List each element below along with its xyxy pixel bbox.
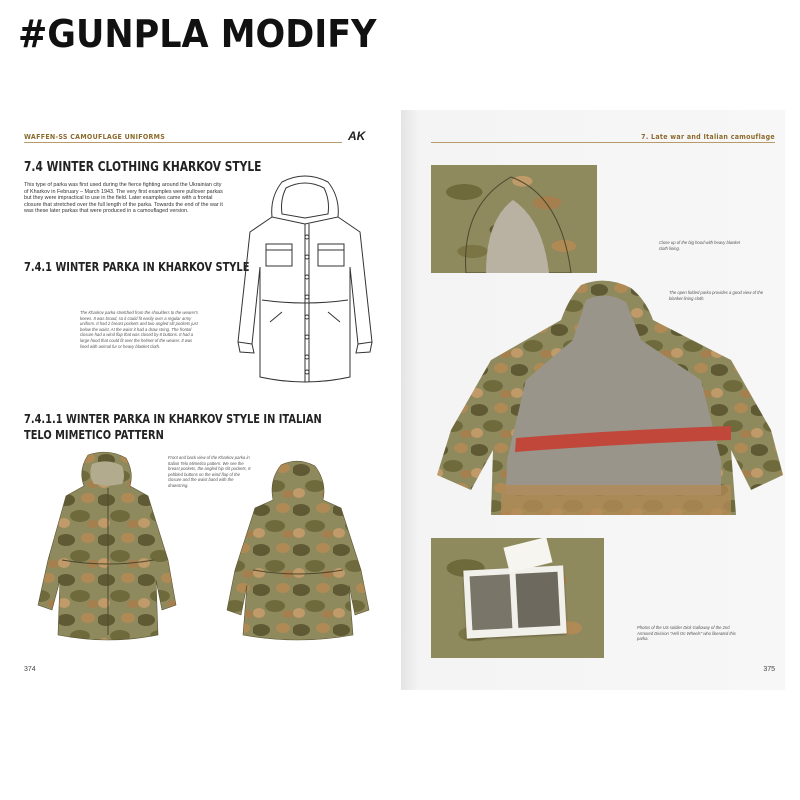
right-running-head: 7. Late war and Italian camouflage [641,133,775,141]
left-header-rule [24,142,342,143]
left-page-number: 374 [24,666,36,673]
drawing-caption: The Kharkov parka stretched from the shoulders to the wearer's knees. It was broad, so it could fit easily over a regular army uniform. It had 2 breast pockets and two angled slit pockets just below the waist. At the waist it had a draw string. The frontal closure had a wind flap that was closed by 8 buttons. It had a large hood that could fit over the helmet of the wearer. It was lined with animal fur or heavy blanket cloth. [80,310,199,349]
right-page [401,110,785,690]
ak-logo: AK [348,129,366,143]
right-page-number: 375 [763,666,775,673]
heading-7-4: 7.4 WINTER CLOTHING KHARKOV STYLE [24,160,262,175]
left-running-head: WAFFEN-SS CAMOUFLAGE UNIFORMS [24,133,166,141]
heading-7-4-1-1-line2: TELO MIMETICO PATTERN [24,428,164,442]
hood-closeup-photo [431,165,597,273]
parka-photos-caption: Front and back view of the Kharkov parka in Italian Telo Mimetico pattern. We see the breast pockets, the angled hip slit pockets, 8 pebbled buttons on the wind flap of the closure and the waist band with the drawstring. [168,455,251,488]
parka-back-photo [213,460,383,645]
photo-print-right [516,572,561,628]
right-header-rule [431,142,775,143]
left-page [18,110,401,690]
photo-album [463,565,566,638]
intro-paragraph: This type of parka was first used during the fierce fighting around the Ukrainian city of Kharkov in February – March 1943. The very first examples were pullover parkas but they were impractical to use in the field. Later examples came with a frontal closure that stretched over the full length of the parka. Towards the end of the war it was these later parkas that were produced in a camouflaged version. [24,182,223,215]
soldier-photos-caption: Photos of the US soldier Dick Galloway of the 2nd Armored Division "Hell On Wheels" who liberated this parka. [637,625,736,642]
brand-title: #GUNPLA MODIFY [18,12,377,56]
parka-line-drawing [230,172,380,402]
open-parka-caption: The open folded parka provides a good view of the blanket lining cloth. [669,290,764,301]
heading-7-4-1: 7.4.1 WINTER PARKA IN KHARKOV STYLE [24,260,250,274]
photo-print-left [470,574,513,630]
book-spread [18,110,785,690]
soldier-photos-image [431,538,604,658]
open-parka-photo [431,280,785,530]
hood-caption: Close up of the big hood with heavy blanket cloth lining. [659,240,741,251]
parka-front-photo [18,450,188,645]
heading-7-4-1-1-line1: 7.4.1.1 WINTER PARKA IN KHARKOV STYLE IN ITALIAN [24,412,322,426]
